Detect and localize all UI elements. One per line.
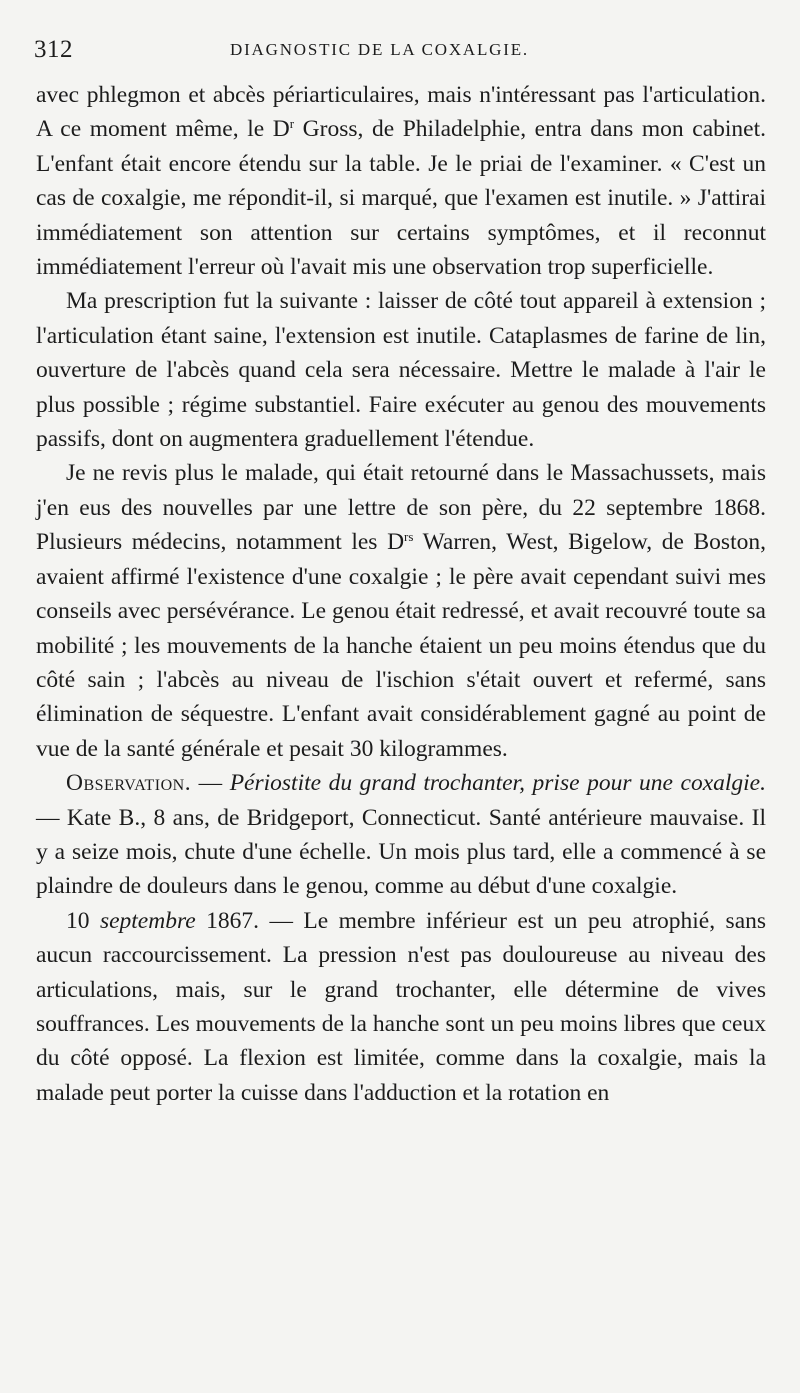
paragraph-3-part-b: Warren, West, Bigelow, de Boston, avaient affirmé l'existence d'une coxalgie ; le père avait cependant suivi mes conseils avec persévérance. Le genou était redressé, et avait recouvré toute sa mobilité ; les mouvements de la hanche étaient un peu moins étendus que du côté sain ; l'abcès au niveau de l'ischion s'était ouvert et refermé, sans élimination de séquestre. L'enfant avait considérablement gagné au point de vue de la santé générale et pesait 30 kilogrammes. (36, 529, 766, 762)
observation-text: — Kate B., 8 ans, de Bridgeport, Connecticut. Santé antérieure mauvaise. Il y a seize mois, chute d'une échelle. Un mois plus tard, elle a commencé à se plaindre de douleurs dans le genou, comme au début d'une coxalgie. (36, 804, 766, 900)
paragraph-1-part-b: Gross, de Philadelphie, entra dans mon cabinet. L'enfant était encore étendu sur la table. Je le priai de l'examiner. « C'est un cas de coxalgie, me répondit-il, si marqué, que l'examen est inutile. » J'attirai immédiatement son attention sur certains symptômes, et il reconnut immédiatement l'erreur où l'avait mis une observation trop superficielle. (36, 116, 766, 281)
date-day: 10 (66, 907, 100, 934)
date-year: 1867. (195, 907, 259, 934)
paragraph-3 (36, 456, 766, 766)
page-number: 312 (34, 36, 73, 63)
paragraph-1 (36, 78, 766, 284)
superscript-rs: rs (404, 529, 414, 545)
observation-dash: — (191, 770, 230, 797)
paragraph-1-part-a: avec phlegmon et abcès périarticulaires, mais n'intéressant pas l'articulation. A ce moment même, le D (36, 82, 766, 143)
body-text (36, 78, 766, 1110)
paragraph-3-part-a: Je ne revis plus le malade, qui était retourné dans le Massachussets, mais j'en eus des nouvelles par une lettre de son père, du 22 septembre 1868. Plusieurs médecins, notamment les D (36, 460, 766, 556)
superscript-r: r (289, 116, 295, 132)
paragraph-4 (36, 766, 766, 904)
page-header (34, 36, 764, 70)
paragraph-5 (36, 904, 766, 1110)
paragraph-5-text: — Le membre inférieur est un peu atrophié, sans aucun raccourcissement. La pression n'est pas douloureuse au niveau des articulations, mais, sur le grand trochanter, elle détermine de vives souffrances. Les mouvements de la hanche sont un peu moins libres que ceux du côté opposé. La flexion est limitée, comme dans la coxalgie, mais la malade peut porter la cuisse dans l'adduction et la rotation en (36, 907, 767, 1106)
date-month: septembre (99, 907, 196, 934)
observation-title: Périostite du grand trochanter, prise pour une coxalgie. (229, 770, 766, 797)
observation-label: Observation. (66, 770, 192, 797)
paragraph-2: Ma prescription fut la suivante : laisser de côté tout appareil à extension ; l'articulation étant saine, l'extension est inutile. Cataplasmes de farine de lin, ouverture de l'abcès quand cela sera nécessaire. Mettre le malade à l'air le plus possible ; régime substantiel. Faire exécuter au genou des mouvements passifs, dont on augmentera graduellement l'étendue. (36, 288, 766, 453)
running-head: DIAGNOSTIC DE LA COXALGIE. (230, 40, 529, 59)
